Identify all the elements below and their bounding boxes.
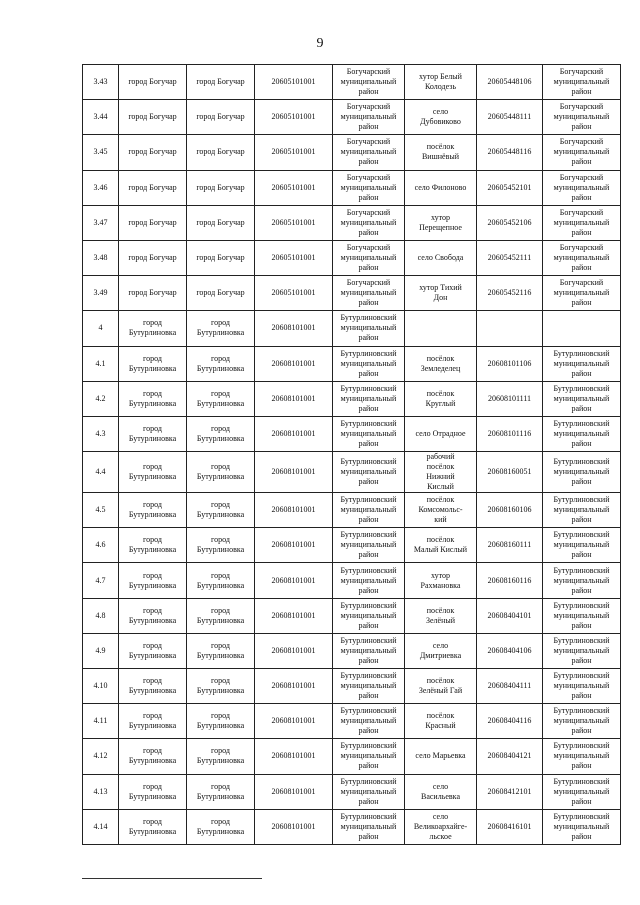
district-cell: Богучарский муниципальный район bbox=[333, 276, 405, 311]
settlement-code-cell: 20605452101 bbox=[477, 170, 543, 205]
city-cell: город Бутурлиновка bbox=[119, 669, 187, 704]
district-cell: Бутурлиновский муниципальный район bbox=[333, 563, 405, 598]
oktmo-code-cell: 20605101001 bbox=[255, 135, 333, 170]
settlement-cell: село Великоархайге- льское bbox=[405, 809, 477, 844]
table-body bbox=[83, 65, 621, 845]
row-number-cell: 4.12 bbox=[83, 739, 119, 774]
settlement-code-cell: 20605452116 bbox=[477, 276, 543, 311]
city-cell: город Бутурлиновка bbox=[119, 774, 187, 809]
table-row bbox=[83, 205, 621, 240]
row-number-cell: 4.9 bbox=[83, 633, 119, 668]
city-cell-2: город Бутурлиновка bbox=[187, 739, 255, 774]
settlement-code-cell: 20608404101 bbox=[477, 598, 543, 633]
city-cell-2: город Богучар bbox=[187, 135, 255, 170]
settlement-code-cell: 20605448116 bbox=[477, 135, 543, 170]
settlement-code-cell: 20608404106 bbox=[477, 633, 543, 668]
settlement-district-cell: Бутурлиновский муниципальный район bbox=[543, 774, 621, 809]
oktmo-code-cell: 20605101001 bbox=[255, 240, 333, 275]
settlement-code-cell: 20605452111 bbox=[477, 240, 543, 275]
city-cell-2: город Бутурлиновка bbox=[187, 563, 255, 598]
settlement-cell: село Дмитриевка bbox=[405, 633, 477, 668]
settlement-code-cell: 20608160111 bbox=[477, 528, 543, 563]
city-cell: город Бутурлиновка bbox=[119, 739, 187, 774]
settlement-district-cell: Богучарский муниципальный район bbox=[543, 65, 621, 100]
table-row bbox=[83, 669, 621, 704]
settlement-cell: хутор Белый Колодезь bbox=[405, 65, 477, 100]
settlement-code-cell: 20605448106 bbox=[477, 65, 543, 100]
settlement-cell: хутор Перещепное bbox=[405, 205, 477, 240]
district-cell: Богучарский муниципальный район bbox=[333, 135, 405, 170]
row-number-cell: 4.11 bbox=[83, 704, 119, 739]
table-row bbox=[83, 65, 621, 100]
city-cell: город Бутурлиновка bbox=[119, 346, 187, 381]
district-cell: Бутурлиновский муниципальный район bbox=[333, 452, 405, 493]
settlement-code-cell: 20608101106 bbox=[477, 346, 543, 381]
city-cell-2: город Бутурлиновка bbox=[187, 493, 255, 528]
row-number-cell: 4.8 bbox=[83, 598, 119, 633]
district-cell: Богучарский муниципальный район bbox=[333, 65, 405, 100]
row-number-cell: 4.5 bbox=[83, 493, 119, 528]
settlement-cell: посёлок Красный bbox=[405, 704, 477, 739]
table-row bbox=[83, 633, 621, 668]
city-cell: город Богучар bbox=[119, 170, 187, 205]
table-row bbox=[83, 276, 621, 311]
city-cell-2: город Богучар bbox=[187, 276, 255, 311]
settlement-code-cell: 20608404121 bbox=[477, 739, 543, 774]
row-number-cell: 4.7 bbox=[83, 563, 119, 598]
table-row bbox=[83, 452, 621, 493]
settlement-code-cell: 20608101111 bbox=[477, 381, 543, 416]
row-number-cell: 4.6 bbox=[83, 528, 119, 563]
settlement-cell: посёлок Зелёный bbox=[405, 598, 477, 633]
oktmo-code-cell: 20608101001 bbox=[255, 452, 333, 493]
city-cell: город Богучар bbox=[119, 205, 187, 240]
district-cell: Бутурлиновский муниципальный район bbox=[333, 493, 405, 528]
table-row bbox=[83, 493, 621, 528]
oktmo-code-cell: 20605101001 bbox=[255, 205, 333, 240]
settlement-cell: посёлок Земледелец bbox=[405, 346, 477, 381]
settlement-district-cell: Богучарский муниципальный район bbox=[543, 100, 621, 135]
city-cell-2: город Бутурлиновка bbox=[187, 598, 255, 633]
district-cell: Бутурлиновский муниципальный район bbox=[333, 739, 405, 774]
district-cell: Богучарский муниципальный район bbox=[333, 100, 405, 135]
settlement-district-cell: Бутурлиновский муниципальный район bbox=[543, 633, 621, 668]
page-number: 9 bbox=[316, 36, 324, 51]
table-row bbox=[83, 311, 621, 346]
settlement-district-cell bbox=[543, 311, 621, 346]
city-cell: город Бутурлиновка bbox=[119, 528, 187, 563]
oktmo-code-cell: 20608101001 bbox=[255, 704, 333, 739]
row-number-cell: 4.1 bbox=[83, 346, 119, 381]
settlement-code-cell: 20608416101 bbox=[477, 809, 543, 844]
settlement-cell: хутор Тихий Дон bbox=[405, 276, 477, 311]
settlement-cell bbox=[405, 311, 477, 346]
city-cell-2: город Богучар bbox=[187, 100, 255, 135]
district-cell: Бутурлиновский муниципальный район bbox=[333, 381, 405, 416]
oktmo-code-cell: 20605101001 bbox=[255, 170, 333, 205]
district-cell: Богучарский муниципальный район bbox=[333, 240, 405, 275]
settlement-code-cell: 20608160116 bbox=[477, 563, 543, 598]
district-cell: Бутурлиновский муниципальный район bbox=[333, 528, 405, 563]
table-row bbox=[83, 170, 621, 205]
city-cell-2: город Бутурлиновка bbox=[187, 381, 255, 416]
city-cell-2: город Богучар bbox=[187, 65, 255, 100]
oktmo-code-cell: 20605101001 bbox=[255, 65, 333, 100]
settlement-code-cell: 20608404116 bbox=[477, 704, 543, 739]
district-cell: Бутурлиновский муниципальный район bbox=[333, 416, 405, 451]
row-number-cell: 3.43 bbox=[83, 65, 119, 100]
city-cell-2: город Бутурлиновка bbox=[187, 416, 255, 451]
settlement-cell: посёлок Круглый bbox=[405, 381, 477, 416]
oktmo-code-cell: 20608101001 bbox=[255, 809, 333, 844]
district-cell: Бутурлиновский муниципальный район bbox=[333, 346, 405, 381]
district-cell: Бутурлиновский муниципальный район bbox=[333, 633, 405, 668]
city-cell: город Бутурлиновка bbox=[119, 381, 187, 416]
settlement-district-cell: Бутурлиновский муниципальный район bbox=[543, 739, 621, 774]
district-cell: Бутурлиновский муниципальный район bbox=[333, 669, 405, 704]
city-cell: город Богучар bbox=[119, 65, 187, 100]
city-cell: город Бутурлиновка bbox=[119, 452, 187, 493]
settlement-district-cell: Бутурлиновский муниципальный район bbox=[543, 381, 621, 416]
oktmo-code-cell: 20608101001 bbox=[255, 416, 333, 451]
row-number-cell: 4.10 bbox=[83, 669, 119, 704]
city-cell: город Бутурлиновка bbox=[119, 598, 187, 633]
row-number-cell: 3.49 bbox=[83, 276, 119, 311]
table-row bbox=[83, 100, 621, 135]
city-cell-2: город Бутурлиновка bbox=[187, 704, 255, 739]
settlement-code-cell: 20605452106 bbox=[477, 205, 543, 240]
oktmo-code-cell: 20608101001 bbox=[255, 739, 333, 774]
city-cell: город Бутурлиновка bbox=[119, 633, 187, 668]
city-cell-2: город Бутурлиновка bbox=[187, 774, 255, 809]
table-row bbox=[83, 809, 621, 844]
settlement-district-cell: Бутурлиновский муниципальный район bbox=[543, 669, 621, 704]
settlement-code-cell: 20605448111 bbox=[477, 100, 543, 135]
settlement-district-cell: Богучарский муниципальный район bbox=[543, 170, 621, 205]
settlement-cell: посёлок Малый Кислый bbox=[405, 528, 477, 563]
district-cell: Бутурлиновский муниципальный район bbox=[333, 774, 405, 809]
district-cell: Бутурлиновский муниципальный район bbox=[333, 704, 405, 739]
oktmo-code-cell: 20605101001 bbox=[255, 276, 333, 311]
settlement-cell: посёлок Зелёный Гай bbox=[405, 669, 477, 704]
table-row bbox=[83, 563, 621, 598]
settlement-code-cell: 20608160106 bbox=[477, 493, 543, 528]
city-cell-2: город Богучар bbox=[187, 170, 255, 205]
row-number-cell: 4.13 bbox=[83, 774, 119, 809]
table-row bbox=[83, 135, 621, 170]
city-cell-2: город Бутурлиновка bbox=[187, 311, 255, 346]
settlement-cell: посёлок Комсомольс- кий bbox=[405, 493, 477, 528]
settlement-district-cell: Бутурлиновский муниципальный район bbox=[543, 598, 621, 633]
city-cell: город Бутурлиновка bbox=[119, 416, 187, 451]
row-number-cell: 4.14 bbox=[83, 809, 119, 844]
oktmo-code-cell: 20608101001 bbox=[255, 381, 333, 416]
table-row bbox=[83, 528, 621, 563]
settlement-cell: село Дубовиково bbox=[405, 100, 477, 135]
city-cell: город Бутурлиновка bbox=[119, 563, 187, 598]
city-cell-2: город Бутурлиновка bbox=[187, 452, 255, 493]
city-cell: город Богучар bbox=[119, 240, 187, 275]
settlement-cell: хутор Рахмановка bbox=[405, 563, 477, 598]
settlement-district-cell: Богучарский муниципальный район bbox=[543, 135, 621, 170]
settlement-cell: село Васильевка bbox=[405, 774, 477, 809]
city-cell-2: город Богучар bbox=[187, 205, 255, 240]
row-number-cell: 3.44 bbox=[83, 100, 119, 135]
city-cell-2: город Бутурлиновка bbox=[187, 669, 255, 704]
settlement-code-cell: 20608404111 bbox=[477, 669, 543, 704]
settlement-district-cell: Бутурлиновский муниципальный район bbox=[543, 452, 621, 493]
city-cell: город Богучар bbox=[119, 100, 187, 135]
row-number-cell: 3.48 bbox=[83, 240, 119, 275]
settlement-cell: село Филоново bbox=[405, 170, 477, 205]
settlement-district-cell: Богучарский муниципальный район bbox=[543, 276, 621, 311]
settlement-district-cell: Богучарский муниципальный район bbox=[543, 205, 621, 240]
oktmo-code-cell: 20608101001 bbox=[255, 528, 333, 563]
settlement-cell: рабочий посёлок Нижний Кислый bbox=[405, 452, 477, 493]
oktmo-code-cell: 20608101001 bbox=[255, 311, 333, 346]
city-cell-2: город Богучар bbox=[187, 240, 255, 275]
table-row bbox=[83, 704, 621, 739]
city-cell: город Бутурлиновка bbox=[119, 704, 187, 739]
city-cell-2: город Бутурлиновка bbox=[187, 528, 255, 563]
table-row bbox=[83, 774, 621, 809]
table-row bbox=[83, 739, 621, 774]
settlement-code-cell: 20608412101 bbox=[477, 774, 543, 809]
city-cell: город Богучар bbox=[119, 276, 187, 311]
table-row bbox=[83, 381, 621, 416]
oktmo-code-cell: 20608101001 bbox=[255, 774, 333, 809]
oktmo-code-cell: 20608101001 bbox=[255, 669, 333, 704]
row-number-cell: 4.2 bbox=[83, 381, 119, 416]
city-cell-2: город Бутурлиновка bbox=[187, 346, 255, 381]
oktmo-code-cell: 20608101001 bbox=[255, 598, 333, 633]
district-cell: Бутурлиновский муниципальный район bbox=[333, 311, 405, 346]
row-number-cell: 3.46 bbox=[83, 170, 119, 205]
settlement-district-cell: Богучарский муниципальный район bbox=[543, 240, 621, 275]
oktmo-code-cell: 20608101001 bbox=[255, 346, 333, 381]
settlement-cell: село Отрадное bbox=[405, 416, 477, 451]
settlement-code-cell: 20608160051 bbox=[477, 452, 543, 493]
row-number-cell: 3.45 bbox=[83, 135, 119, 170]
settlement-cell: посёлок Вишнёвый bbox=[405, 135, 477, 170]
row-number-cell: 3.47 bbox=[83, 205, 119, 240]
oktmo-code-cell: 20608101001 bbox=[255, 563, 333, 598]
table-row bbox=[83, 240, 621, 275]
settlement-district-cell: Бутурлиновский муниципальный район bbox=[543, 563, 621, 598]
oktmo-code-cell: 20608101001 bbox=[255, 493, 333, 528]
row-number-cell: 4.4 bbox=[83, 452, 119, 493]
city-cell: город Бутурлиновка bbox=[119, 311, 187, 346]
district-cell: Бутурлиновский муниципальный район bbox=[333, 598, 405, 633]
settlement-district-cell: Бутурлиновский муниципальный район bbox=[543, 493, 621, 528]
oktmo-code-cell: 20605101001 bbox=[255, 100, 333, 135]
settlements-table bbox=[82, 64, 621, 845]
district-cell: Богучарский муниципальный район bbox=[333, 170, 405, 205]
row-number-cell: 4 bbox=[83, 311, 119, 346]
settlement-code-cell: 20608101116 bbox=[477, 416, 543, 451]
settlement-district-cell: Бутурлиновский муниципальный район bbox=[543, 528, 621, 563]
city-cell-2: город Бутурлиновка bbox=[187, 633, 255, 668]
settlement-code-cell bbox=[477, 311, 543, 346]
city-cell-2: город Бутурлиновка bbox=[187, 809, 255, 844]
city-cell: город Бутурлиновка bbox=[119, 493, 187, 528]
district-cell: Богучарский муниципальный район bbox=[333, 205, 405, 240]
footer-rule bbox=[82, 878, 262, 879]
city-cell: город Бутурлиновка bbox=[119, 809, 187, 844]
settlement-cell: село Марьевка bbox=[405, 739, 477, 774]
city-cell: город Богучар bbox=[119, 135, 187, 170]
row-number-cell: 4.3 bbox=[83, 416, 119, 451]
district-cell: Бутурлиновский муниципальный район bbox=[333, 809, 405, 844]
settlement-district-cell: Бутурлиновский муниципальный район bbox=[543, 809, 621, 844]
settlement-cell: село Свобода bbox=[405, 240, 477, 275]
settlement-district-cell: Бутурлиновский муниципальный район bbox=[543, 346, 621, 381]
table-row bbox=[83, 416, 621, 451]
settlement-district-cell: Бутурлиновский муниципальный район bbox=[543, 704, 621, 739]
table-row bbox=[83, 346, 621, 381]
table-row bbox=[83, 598, 621, 633]
oktmo-code-cell: 20608101001 bbox=[255, 633, 333, 668]
settlement-district-cell: Бутурлиновский муниципальный район bbox=[543, 416, 621, 451]
